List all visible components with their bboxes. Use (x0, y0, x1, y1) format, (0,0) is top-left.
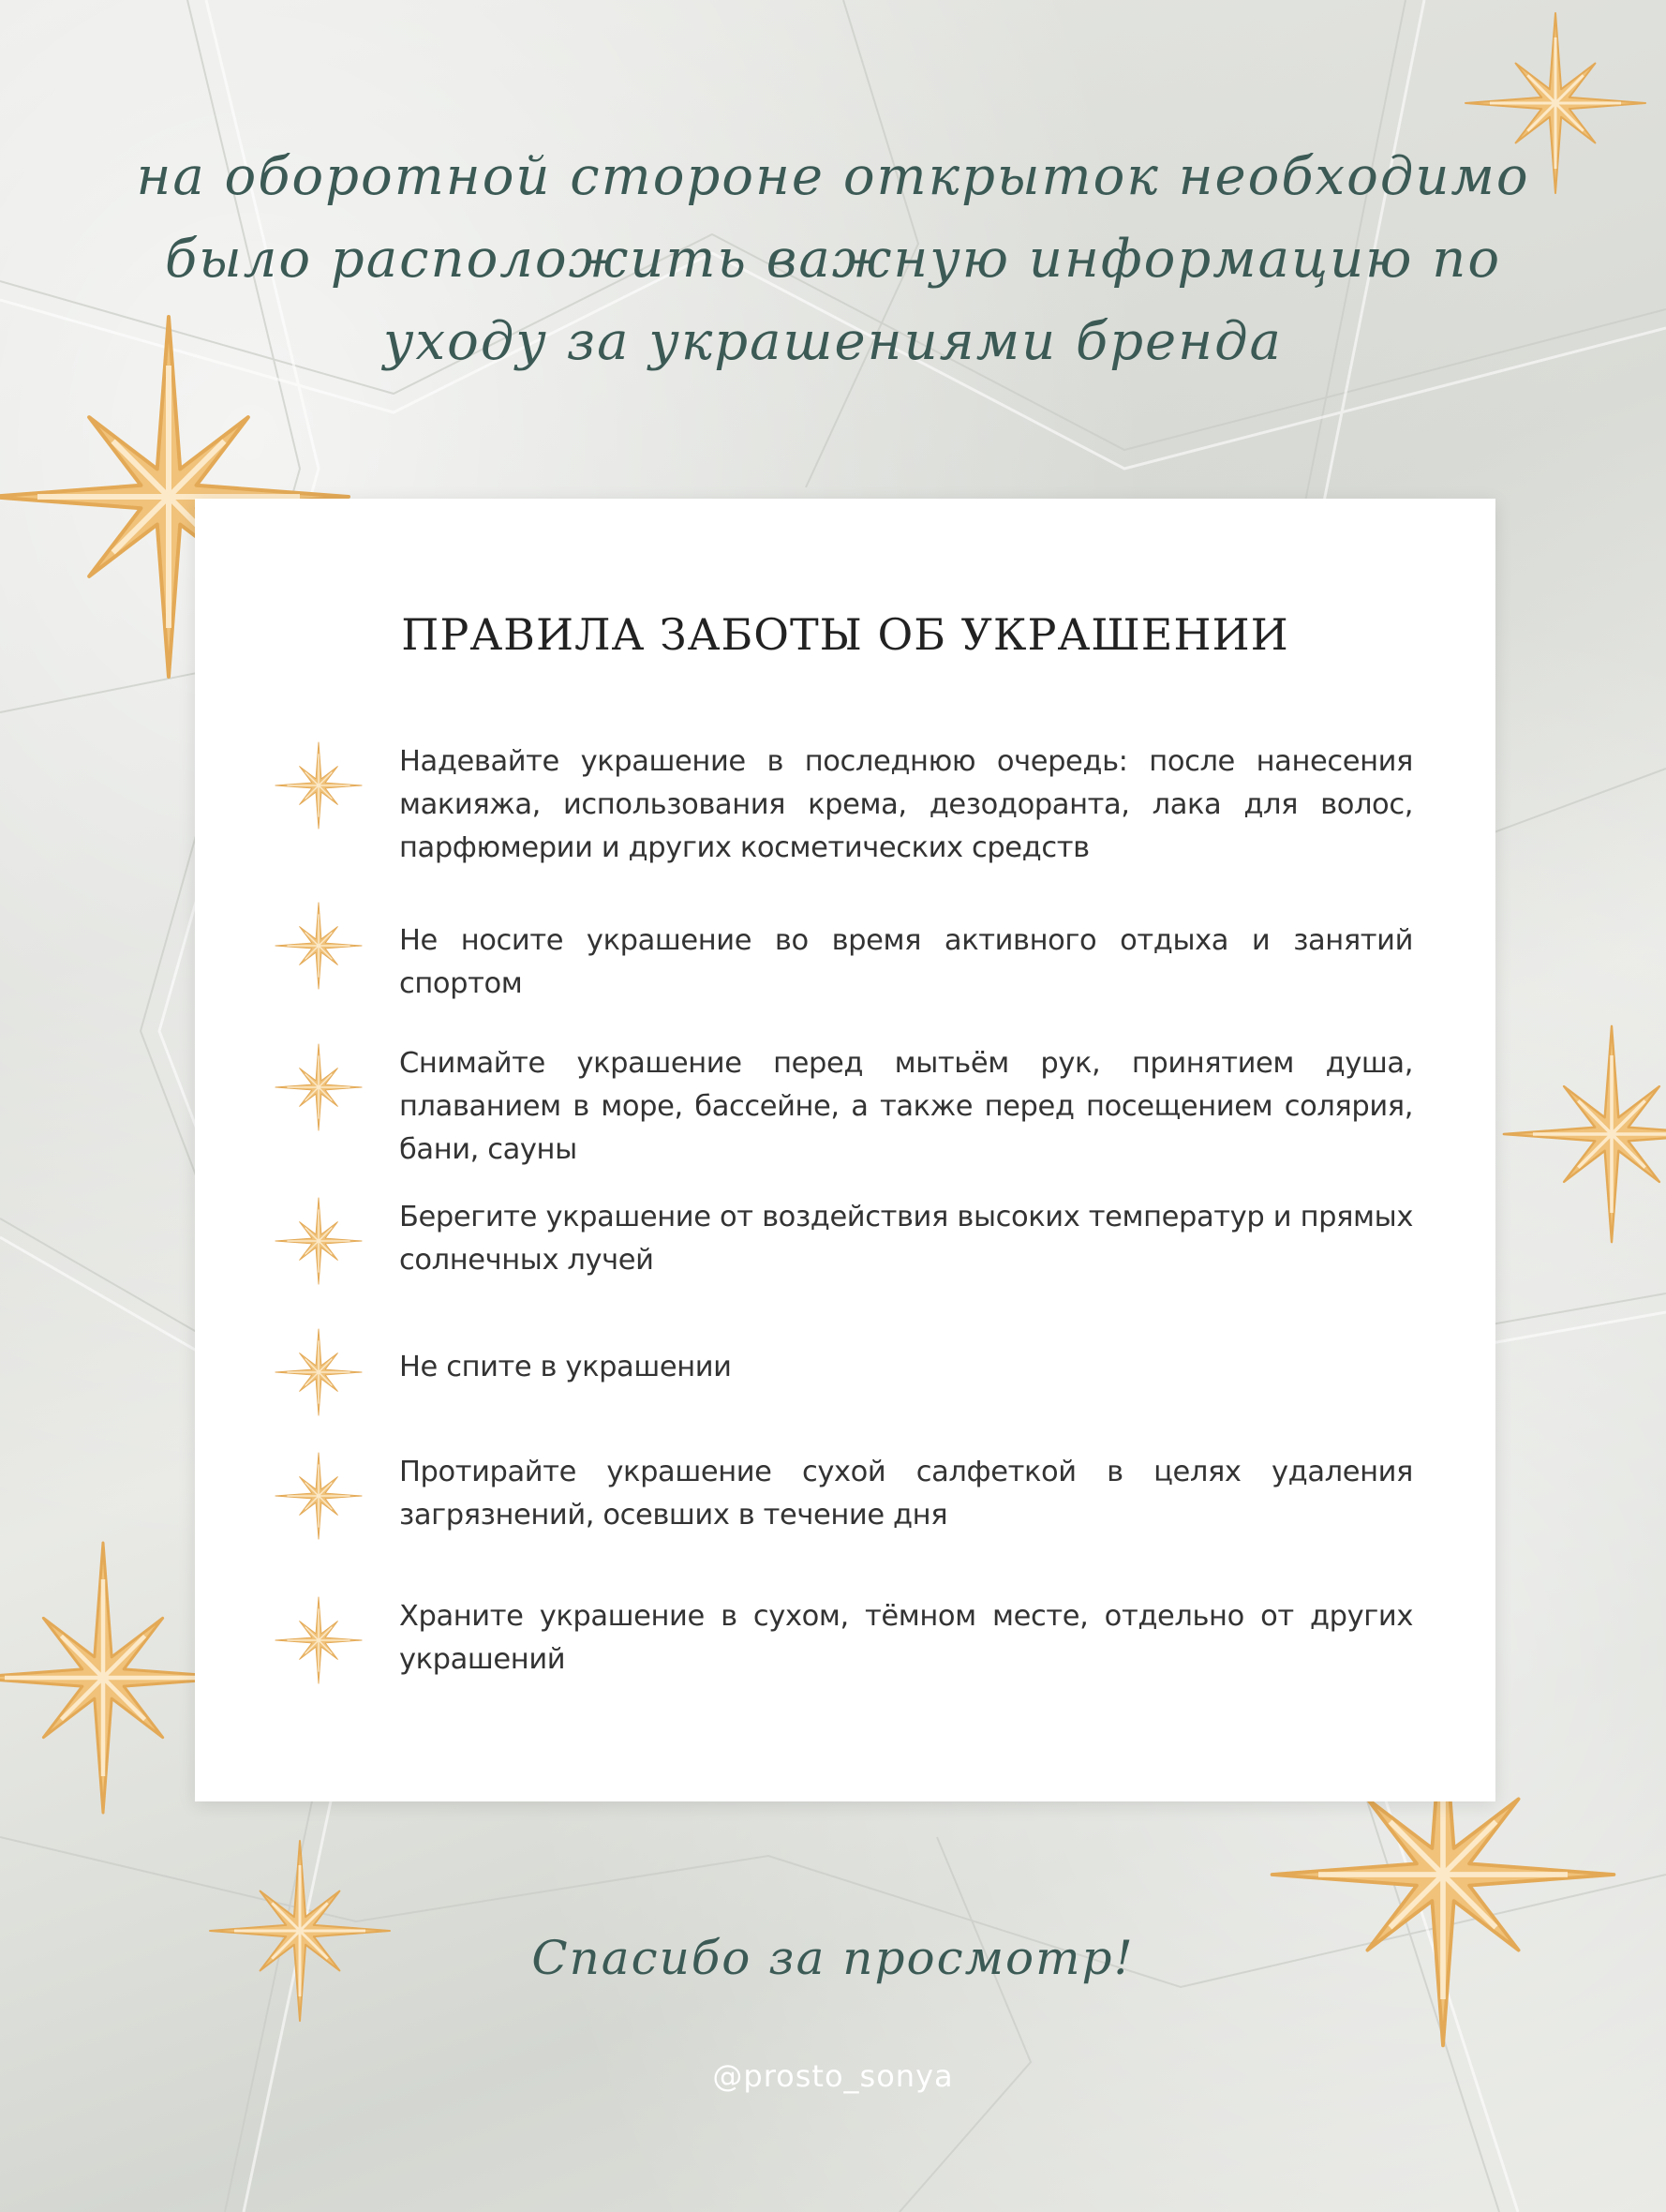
star-icon (274, 901, 364, 991)
rule-text: Не спите в украшении (399, 1351, 732, 1383)
rule-text: Не носите украшение во время активного отдыха и занятий спортом (399, 924, 1413, 1000)
star-icon (274, 1327, 364, 1417)
star-icon (274, 1451, 364, 1541)
rule-text: Протирайте украшение сухой салфеткой в целях удаления загрязнений, осевших в течение дня (399, 1456, 1413, 1532)
thanks-script-text: Спасибо за просмотр! (531, 1931, 1135, 1985)
star-icon (274, 1196, 364, 1286)
rule-text: Храните украшение в сухом, тёмном месте, отдельно от других украшений (399, 1600, 1413, 1676)
star-icon (274, 1042, 364, 1132)
rule-text: Снимайте украшение перед мытьём рук, принятием душа, плаванием в море, бассейне, а также перед посещением солярия, бани, сауны (399, 1047, 1413, 1166)
intro-script-heading: на оборотной стороне открыток необходимо было расположить важную информацию по уходу за украшениями бренда (136, 146, 1530, 372)
star-icon (274, 740, 364, 830)
large-star-icon-right-middle (1499, 1022, 1666, 1247)
author-handle: @prosto_sonya (712, 2058, 954, 2094)
care-rules-card (195, 499, 1495, 1801)
star-icon (274, 1595, 364, 1685)
rules-list (195, 499, 1495, 1801)
rule-text: Берегите украшение от воздействия высоких температур и прямых солнечных лучей (399, 1201, 1413, 1277)
card-title: ПРАВИЛА ЗАБОТЫ ОБ УКРАШЕНИИ (401, 609, 1289, 660)
rule-text: Надевайте украшение в последнюю очередь: после нанесения макияжа, использования крема, дезодоранта, лака для волос, парфюмерии и других косметических средств (399, 745, 1413, 864)
